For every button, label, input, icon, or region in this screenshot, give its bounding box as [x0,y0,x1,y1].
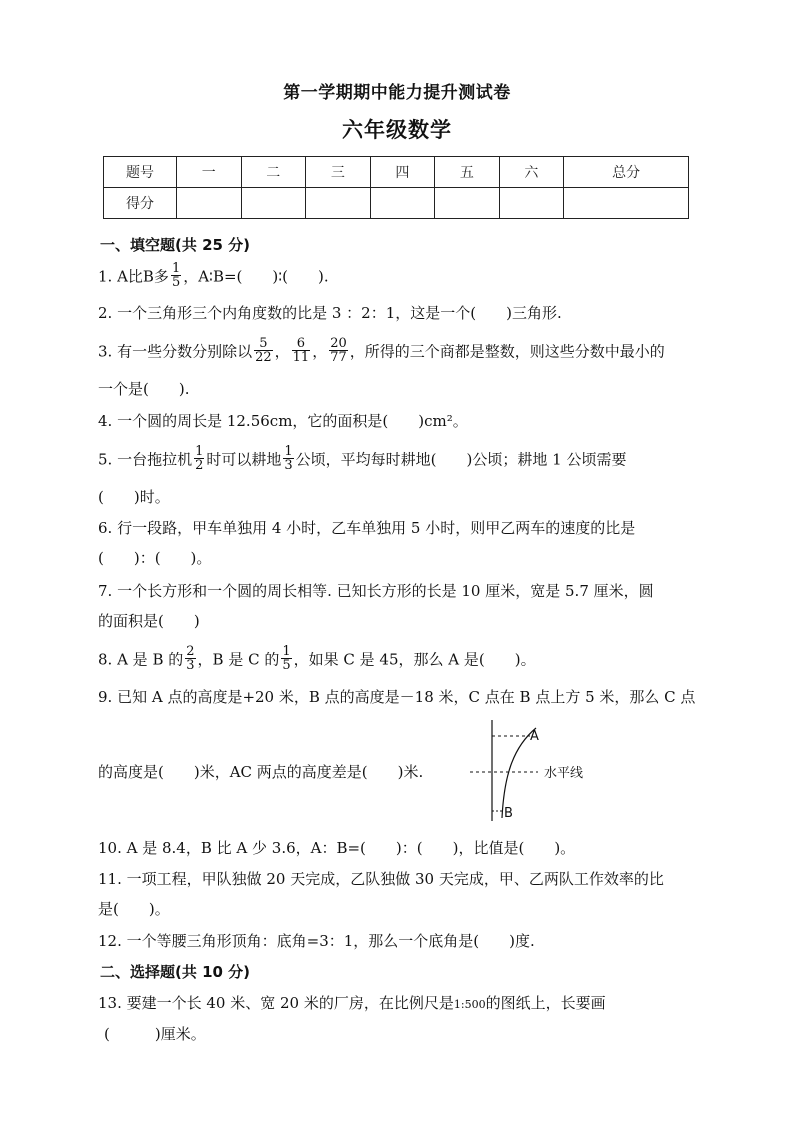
score-table-score-row [104,188,689,219]
score-header-cell: 五 [435,157,500,188]
score-cell[interactable] [241,188,306,219]
scale-ratio: 1:500 [453,998,486,1011]
question-13-continued: ( )厘米。 [104,1025,206,1043]
question-7: 7. 一个长方形和一个圆的周长相等. 已知长方形的长是 10 厘米，宽是 5.7 厘米，圆 [98,582,654,600]
question-8: 8. A 是 B 的 $\frac{2}{3}$ ，B 是 C 的 $\frac{1}{5}$ ，如果 C 是 45，那么 A 是( )。 [98,644,536,673]
question-11-continued: 是( )。 [98,900,170,918]
question-12: 12. 一个等腰三角形顶角：底角=3：1，那么一个底角是( )度. [98,932,535,950]
score-header-cell: 三 [306,157,371,188]
fraction: $\frac{5}{22}$ [255,336,272,365]
exam-subtitle: 六年级数学 [342,117,452,142]
score-header-cell: 二 [241,157,306,188]
question-9: 9. 已知 A 点的高度是+20 米，B 点的高度是－18 米，C 点在 B 点上方 5 米，那么 C 点 [98,688,696,706]
fraction: $\frac{6}{11}$ [292,336,310,365]
question-6-continued: ( )：( )。 [98,549,212,567]
fraction: $\frac{1}{2}$ [195,444,204,473]
fraction: $\frac{1}{5}$ [282,644,291,673]
question-1 [98,261,329,291]
fraction: $\frac{20}{77}$ [330,336,347,365]
question-5-continued: ( )时。 [98,488,170,506]
exam-title: 第一学期期中能力提升测试卷 [283,83,511,103]
section-multiple-choice-title: 二、选择题(共 10 分) [100,963,251,981]
score-cell[interactable] [177,188,242,219]
section-fill-in-title: 一、填空题(共 25 分) [100,236,251,254]
fraction: $\frac{2}{3}$ [186,644,195,673]
question-5: 5. 一台拖拉机 $\frac{1}{2}$ 时可以耕地 $\frac{1}{3}$ 公顷，平均每时耕地( )公顷；耕地 1 公顷需要 [98,444,627,473]
question-11: 11. 一项工程，甲队独做 20 天完成，乙队独做 30 天完成，甲、乙两队工作效率的比 [98,870,664,888]
question-9-continued: 的高度是( )米，AC 两点的高度差是( )米. [98,763,424,781]
score-cell[interactable] [499,188,564,219]
question-7-continued: 的面积是( ) [98,612,200,630]
score-header-cell: 总分 [564,157,689,188]
score-cell[interactable] [306,188,371,219]
score-table-header-row [104,157,689,188]
fraction: $\frac{1}{5}$ [171,261,181,290]
question-10: 10. A 是 8.4，B 比 A 少 3.6，A：B=( )：( )，比值是( )。 [98,839,576,857]
score-header-cell: 题号 [104,157,177,188]
height-diagram [464,718,624,823]
fraction: $\frac{1}{3}$ [284,444,293,473]
point-a-label: A [530,729,539,744]
score-header-cell: 六 [499,157,564,188]
question-2: 2. 一个三角形三个内角度数的比是 3 ：2：1，这是一个( )三角形. [98,304,562,322]
point-b-label: B [504,806,513,821]
score-cell[interactable] [435,188,500,219]
question-3: 3. 有一些分数分别除以 $\frac{5}{22}$ ， $\frac{6}{11}$ ， $\frac{20}{77}$ ，所得的三个商都是整数，则这些分数中最小的 [98,336,665,365]
score-row-label: 得分 [104,188,177,219]
score-cell[interactable] [564,188,689,219]
question-4: 4. 一个圆的周长是 12.56cm，它的面积是( )cm²。 [98,412,468,430]
question-3-continued: 一个是( ). [98,380,190,398]
score-header-cell: 一 [177,157,242,188]
score-cell[interactable] [370,188,435,219]
question-text: ，A∶B=( )∶( ). [183,267,329,286]
question-13: 13. 要建一个长 40 米、宽 20 米的厂房，在比例尺是1:500的图纸上，长要画 [98,994,606,1012]
horizontal-level-label: 水平线 [544,766,584,781]
question-text: 1. A比B多 [98,267,169,286]
score-table [103,156,689,219]
score-header-cell: 四 [370,157,435,188]
question-6: 6. 行一段路，甲车单独用 4 小时，乙车单独用 5 小时，则甲乙两车的速度的比是 [98,519,636,537]
